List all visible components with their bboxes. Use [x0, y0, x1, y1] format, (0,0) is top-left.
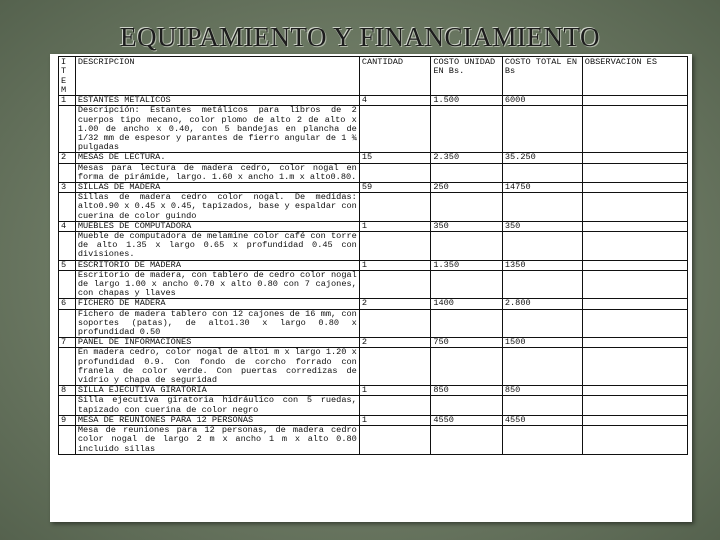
row-item-description: Mesa de reuniones para 12 personas, de madera cedro color nogal de largo 2 m x ancho 1 m x alto 0.80 incluido sillas [75, 426, 359, 455]
row-item-number: 1 [59, 96, 76, 106]
row-costo-total: 4550 [502, 415, 582, 425]
row-costo-total: 6000 [502, 96, 582, 106]
row-observaciones [582, 386, 687, 396]
detail-empty-cell [359, 348, 431, 386]
detail-empty-cell [582, 309, 687, 338]
detail-empty-cell [359, 163, 431, 182]
table-row-detail [59, 426, 688, 455]
row-cantidad: 1 [359, 260, 431, 270]
row-item-description: Descripción: Estantes metálicos para libros de 2 cuerpos tipo mecano, color plomo de alto 2 de alto x 1.00 de ancho x 0.40, con 5 bandejas en plancha de 1/32 mm de espesor y parantes de fierro angular de 1 ¾ pulgadas [75, 106, 359, 153]
table-row [59, 415, 688, 425]
row-observaciones [582, 415, 687, 425]
header-descripcion: DESCRIPCION [75, 57, 359, 96]
detail-empty-cell [502, 106, 582, 153]
row-observaciones [582, 260, 687, 270]
row-costo-total: 2.800 [502, 299, 582, 309]
row-observaciones [582, 338, 687, 348]
detail-empty-cell [502, 270, 582, 299]
row-item-description: Escritorio de madera, con tablero de cedro color nogal de largo 1.00 x ancho 0.70 x alto 0.80 con 7 cajones, con chapas y llaves [75, 270, 359, 299]
table-row-detail [59, 193, 688, 222]
table-row-detail [59, 396, 688, 415]
row-observaciones [582, 183, 687, 193]
row-costo-total: 14750 [502, 183, 582, 193]
table-row [59, 183, 688, 193]
row-cantidad: 1 [359, 415, 431, 425]
detail-empty-cell [431, 348, 503, 386]
row-costo-unidad: 4550 [431, 415, 503, 425]
detail-empty-cell [431, 426, 503, 455]
header-costo-total: COSTO TOTAL EN Bs [502, 57, 582, 96]
row-costo-unidad: 1400 [431, 299, 503, 309]
row-item-name: FICHERO DE MADERA [75, 299, 359, 309]
detail-empty-cell [502, 163, 582, 182]
row-item-name: ESTANTES METALICOS [75, 96, 359, 106]
detail-empty-cell [431, 396, 503, 415]
row-cantidad: 2 [359, 299, 431, 309]
row-item-name: SILLA EJECUTIVA GIRATORIA [75, 386, 359, 396]
row-cantidad: 4 [359, 96, 431, 106]
row-item-number: 9 [59, 415, 76, 425]
row-costo-unidad: 350 [431, 221, 503, 231]
detail-item-cell [59, 106, 76, 153]
row-item-description: Mueble de computadora de melamine color café con torre de alto 1.35 x largo 0.65 x profundidad 0.45 con divisiones. [75, 232, 359, 261]
detail-empty-cell [582, 396, 687, 415]
row-observaciones [582, 299, 687, 309]
row-item-number: 3 [59, 183, 76, 193]
table-row-detail [59, 163, 688, 182]
detail-empty-cell [582, 106, 687, 153]
table-row [59, 153, 688, 163]
detail-empty-cell [359, 426, 431, 455]
table-row-detail [59, 106, 688, 153]
detail-empty-cell [359, 270, 431, 299]
table-row [59, 386, 688, 396]
row-costo-total: 350 [502, 221, 582, 231]
detail-item-cell [59, 426, 76, 455]
row-item-description: Fichero de madera tablero con 12 cajones de 16 mm, con soportes (patas), de alto1.30 x largo 0.80 x profundidad 0.50 [75, 309, 359, 338]
header-observaciones: OBSERVACION ES [582, 57, 687, 96]
row-observaciones [582, 96, 687, 106]
row-cantidad: 59 [359, 183, 431, 193]
row-item-description: Sillas de madera cedro color nogal. De medidas: alto0.90 x 0.45 x 0.45, tapizados, base y espaldar con cuerina de color guindo [75, 193, 359, 222]
row-item-name: MUEBLES DE COMPUTADORA [75, 221, 359, 231]
row-item-number: 2 [59, 153, 76, 163]
detail-empty-cell [502, 309, 582, 338]
row-item-description: Silla ejecutiva giratoria hidráulico con 5 ruedas, tapizado con cuerina de color negro [75, 396, 359, 415]
detail-empty-cell [582, 232, 687, 261]
detail-item-cell [59, 163, 76, 182]
detail-empty-cell [359, 309, 431, 338]
detail-empty-cell [431, 270, 503, 299]
row-item-description: En madera cedro, color nogal de alto1 m x largo 1.20 x profundidad 0.9. Con fondo de corcho forrado con franela de color verde. Con puertas corredizas de vidrio y chapa de seguridad [75, 348, 359, 386]
detail-empty-cell [502, 193, 582, 222]
detail-empty-cell [431, 232, 503, 261]
header-item: I T E M [59, 57, 76, 96]
row-cantidad: 1 [359, 221, 431, 231]
detail-empty-cell [359, 232, 431, 261]
table-row-detail [59, 270, 688, 299]
detail-empty-cell [431, 309, 503, 338]
row-item-description: Mesas para lectura de madera cedro, color nogal en forma de pirámide, largo. 1.60 x ancho 1.m x alto0.80. [75, 163, 359, 182]
row-costo-total: 1350 [502, 260, 582, 270]
header-cantidad: CANTIDAD [359, 57, 431, 96]
detail-empty-cell [359, 106, 431, 153]
table-row [59, 96, 688, 106]
row-costo-unidad: 1.350 [431, 260, 503, 270]
table-row [59, 338, 688, 348]
detail-empty-cell [431, 193, 503, 222]
row-costo-unidad: 750 [431, 338, 503, 348]
detail-item-cell [59, 309, 76, 338]
detail-empty-cell [502, 348, 582, 386]
row-costo-unidad: 850 [431, 386, 503, 396]
row-item-number: 7 [59, 338, 76, 348]
detail-empty-cell [582, 163, 687, 182]
equipment-table [58, 56, 688, 455]
detail-item-cell [59, 232, 76, 261]
row-item-name: MESAS DE LECTURA. [75, 153, 359, 163]
detail-empty-cell [359, 193, 431, 222]
detail-item-cell [59, 348, 76, 386]
detail-empty-cell [582, 270, 687, 299]
header-costo-unidad: COSTO UNIDAD EN Bs. [431, 57, 503, 96]
detail-empty-cell [431, 163, 503, 182]
row-item-number: 8 [59, 386, 76, 396]
table-row [59, 299, 688, 309]
detail-empty-cell [582, 426, 687, 455]
row-costo-unidad: 250 [431, 183, 503, 193]
row-item-name: PANEL DE INFORMACIONES [75, 338, 359, 348]
slide-title: EQUIPAMIENTO Y FINANCIAMIENTO [120, 22, 600, 52]
row-item-number: 4 [59, 221, 76, 231]
detail-item-cell [59, 193, 76, 222]
row-observaciones [582, 153, 687, 163]
detail-empty-cell [502, 426, 582, 455]
table-row-detail [59, 348, 688, 386]
table-row [59, 260, 688, 270]
detail-empty-cell [502, 396, 582, 415]
table-row-detail [59, 232, 688, 261]
row-item-name: ESCRITORIO DE MADERA [75, 260, 359, 270]
table-header-row [59, 57, 688, 96]
row-item-name: SILLAS DE MADERA [75, 183, 359, 193]
row-costo-total: 1500 [502, 338, 582, 348]
row-item-number: 6 [59, 299, 76, 309]
row-observaciones [582, 221, 687, 231]
detail-item-cell [59, 396, 76, 415]
row-costo-total: 850 [502, 386, 582, 396]
detail-empty-cell [582, 193, 687, 222]
detail-empty-cell [582, 348, 687, 386]
row-cantidad: 15 [359, 153, 431, 163]
row-costo-unidad: 2.350 [431, 153, 503, 163]
table-row-detail [59, 309, 688, 338]
row-costo-unidad: 1.500 [431, 96, 503, 106]
detail-empty-cell [431, 106, 503, 153]
row-costo-total: 35.250 [502, 153, 582, 163]
row-cantidad: 2 [359, 338, 431, 348]
detail-item-cell [59, 270, 76, 299]
document-sheet [50, 54, 692, 522]
detail-empty-cell [359, 396, 431, 415]
row-item-name: MESA DE REUNIONES PARA 12 PERSONAS [75, 415, 359, 425]
row-item-number: 5 [59, 260, 76, 270]
detail-empty-cell [502, 232, 582, 261]
table-row [59, 221, 688, 231]
row-cantidad: 1 [359, 386, 431, 396]
